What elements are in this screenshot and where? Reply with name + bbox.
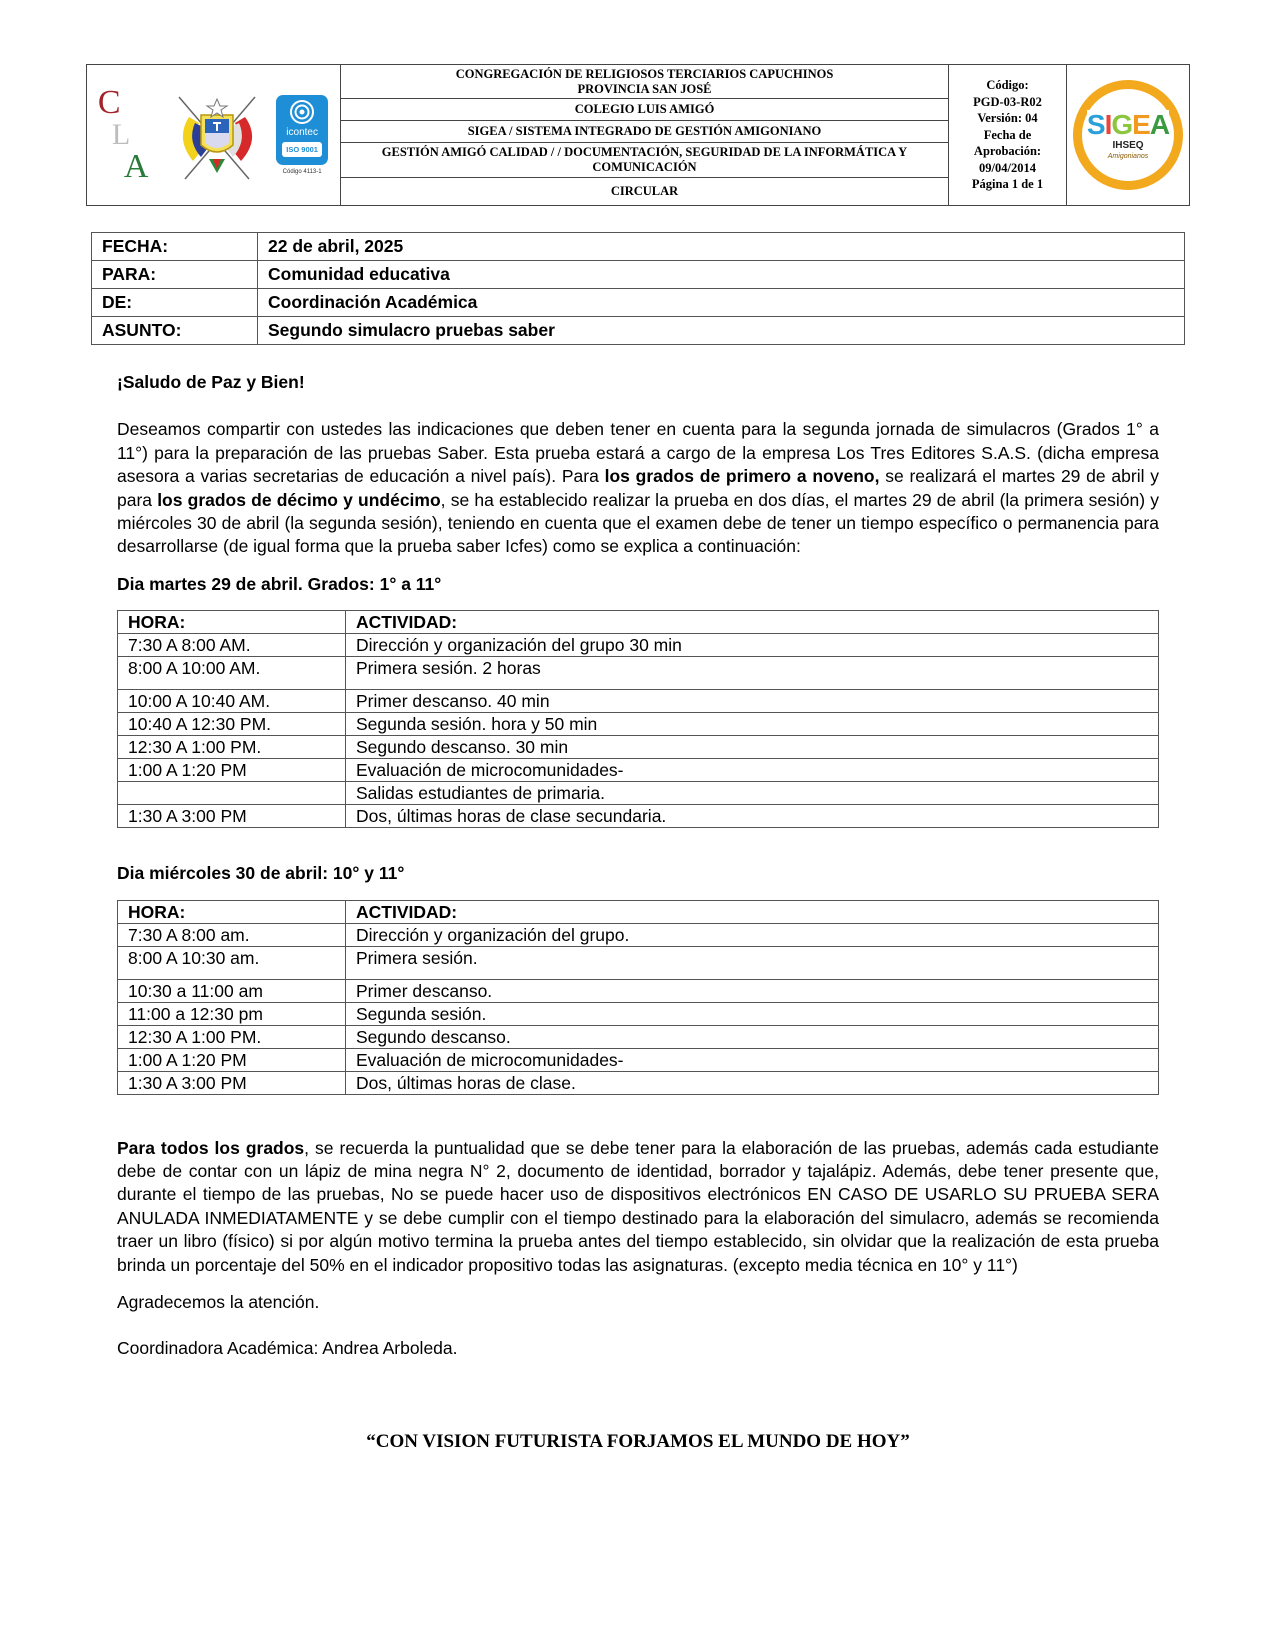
info-key: PARA: [92, 261, 258, 289]
table-row [118, 1071, 1159, 1094]
header-system: SIGEA / SISTEMA INTEGRADO DE GESTIÓN AMIGONIANO [341, 121, 948, 143]
intro-text: Deseamos compartir con ustedes las indicaciones que deben tener en cuenta para la segunda jornada de simulacros (Grados 1° a 11°) para la preparación de las pruebas Saber. Esta prueba estará a cargo de la empresa Los Tres Editores S.A.S. (dicha empresa asesora a varias secretarias de educación a nivel país). Para [117, 419, 1159, 487]
table-header-row [118, 611, 1159, 634]
icontec-iso: ISO 9001 [282, 142, 322, 157]
info-row-date [92, 233, 1185, 261]
cell-hour: 8:00 A 10:00 AM. [118, 657, 346, 690]
header-school: COLEGIO LUIS AMIGÓ [341, 99, 948, 121]
signature-line: Coordinadora Académica: Andrea Arboleda. [117, 1337, 458, 1358]
cell-activity: Dos, últimas horas de clase. [346, 1071, 1159, 1094]
cell-activity: Salidas estudiantes de primaria. [346, 782, 1159, 805]
cell-hour: 10:30 a 11:00 am [118, 979, 346, 1002]
cell-activity: Evaluación de microcomunidades- [346, 1048, 1159, 1071]
info-key: DE: [92, 289, 258, 317]
schedule-table-day2 [117, 900, 1159, 1095]
cell-activity: Primera sesión. [346, 946, 1159, 979]
closing-bold: Para todos los grados [117, 1137, 305, 1158]
cell-hour: 7:30 A 8:00 AM. [118, 634, 346, 657]
cell-hour: 12:30 A 1:00 PM. [118, 1025, 346, 1048]
sigea-letter-a: A [1149, 108, 1170, 140]
day1-heading: Dia martes 29 de abril. Grados: 1° a 11° [117, 573, 442, 594]
document-header [86, 64, 1190, 206]
cell-activity: Primer descanso. [346, 979, 1159, 1002]
footer-motto: “CON VISION FUTURISTA FORJAMOS EL MUNDO DE HOY” [366, 1430, 910, 1452]
cell-hour: 11:00 a 12:30 pm [118, 1002, 346, 1025]
code-value: PGD-03-R02 [973, 94, 1042, 109]
info-value: Coordinación Académica [258, 289, 1185, 317]
sigea-letter-i: I [1104, 108, 1112, 140]
cell-hour: 12:30 A 1:00 PM. [118, 736, 346, 759]
header-doc-type: CIRCULAR [610, 184, 679, 198]
cell-hour: 7:30 A 8:00 am. [118, 923, 346, 946]
closing-text: , se recuerda la puntualidad que se debe tener para la elaboración de las pruebas, además cada estudiante debe de contar con un lápiz de mina negra N° 2, documento de identidad, borrador y tajalápiz. Además, debe tener presente que, durante el tiempo de las pruebas, No se puede hacer uso de dispositivos electrónicos EN CASO DE USARLO SU PRUEBA SERA ANULADA INMEDIATAMENTE y se debe cumplir con el tiempo destinado para la elaboración del simulacro, además se recomienda traer un libro (físico) si por algún motivo termina la prueba antes del tiempo establecido, sin olvidar que la realización de esta prueba brinda un porcentaje del 50% en el indicador propositivo todas las asignaturas. (excepto media técnica en 10° y 11°) [117, 1137, 1159, 1275]
icontec-circle-icon [276, 95, 328, 127]
version: Versión: 04 [977, 111, 1038, 126]
cell-activity: Primer descanso. 40 min [346, 690, 1159, 713]
cell-activity: Segundo descanso. [346, 1025, 1159, 1048]
approval-date: 09/04/2014 [979, 160, 1036, 175]
header-logos [87, 65, 341, 205]
cla-letter-c: C [97, 84, 121, 121]
intro-bold: los grados de décimo y undécimo [157, 489, 441, 510]
table-row [118, 759, 1159, 782]
cla-logo [97, 84, 160, 185]
header-code-block [949, 65, 1067, 205]
cell-activity: Segunda sesión. [346, 1002, 1159, 1025]
table-row [118, 782, 1159, 805]
header-management: GESTIÓN AMIGÓ CALIDAD / / DOCUMENTACIÓN, SEGURIDAD DE LA INFORMÁTICA Y COMUNICACIÓN [341, 143, 948, 178]
cell-activity: Segundo descanso. 30 min [346, 736, 1159, 759]
sigea-sub: IHSEQ [1112, 139, 1144, 151]
table-row [118, 979, 1159, 1002]
info-value: 22 de abril, 2025 [258, 233, 1185, 261]
cell-activity: Primera sesión. 2 horas [346, 657, 1159, 690]
approval-label-2: Aprobación: [973, 144, 1042, 159]
table-row [118, 634, 1159, 657]
page-number: Página 1 de 1 [971, 177, 1044, 192]
cell-activity: Dirección y organización del grupo. [346, 923, 1159, 946]
cell-activity: Evaluación de microcomunidades- [346, 759, 1159, 782]
cell-hour: 1:00 A 1:20 PM [118, 759, 346, 782]
coat-of-arms-icon [169, 87, 265, 183]
column-header-activity: ACTIVIDAD: [346, 611, 1159, 634]
table-row [118, 923, 1159, 946]
cell-hour: 1:30 A 3:00 PM [118, 1071, 346, 1094]
sigea-letter-g: G [1111, 108, 1133, 140]
column-header-activity: ACTIVIDAD: [346, 900, 1159, 923]
table-row [118, 805, 1159, 828]
cell-hour: 1:30 A 3:00 PM [118, 805, 346, 828]
sigea-word [1087, 110, 1169, 140]
cla-letter-l: L [111, 118, 131, 151]
intro-bold: los grados de primero a noveno, [604, 466, 880, 487]
sigea-ring-text: Amigonianos [1107, 152, 1149, 160]
intro-text: , se ha establecido realizar la prueba en dos días, el martes 29 de abril (la primera sesión) y miércoles 30 de abril (la segunda sesión), teniendo en cuenta que el examen debe de tener un tiempo específico o permanencia para desarrollarse (de igual forma que la prueba saber Icfes) como se explica a continuación: [117, 489, 1159, 557]
cell-activity: Dos, últimas horas de clase secundaria. [346, 805, 1159, 828]
cell-hour: 10:00 A 10:40 AM. [118, 690, 346, 713]
table-row [118, 657, 1159, 690]
sigea-logo [1067, 65, 1189, 205]
sigea-letter-s: S [1086, 108, 1105, 140]
table-row [118, 713, 1159, 736]
cell-hour [118, 782, 346, 805]
header-titles [341, 65, 949, 205]
info-key: FECHA: [92, 233, 258, 261]
cell-activity: Segunda sesión. hora y 50 min [346, 713, 1159, 736]
icontec-logo [275, 95, 329, 176]
table-row [118, 1025, 1159, 1048]
table-row [118, 736, 1159, 759]
document-body [0, 232, 1276, 1454]
column-header-hour: HORA: [118, 611, 346, 634]
approval-label-1: Fecha de [983, 127, 1032, 142]
table-row [118, 690, 1159, 713]
day2-heading: Dia miércoles 30 de abril: 10° y 11° [117, 863, 405, 884]
cell-hour: 10:40 A 12:30 PM. [118, 713, 346, 736]
info-key: ASUNTO: [92, 317, 258, 345]
circular-info-table [91, 232, 1185, 345]
cell-hour: 1:00 A 1:20 PM [118, 1048, 346, 1071]
info-value: Comunidad educativa [258, 261, 1185, 289]
sigea-letter-e: E [1132, 108, 1150, 140]
greeting: ¡Saludo de Paz y Bien! [117, 372, 305, 392]
table-row [118, 1002, 1159, 1025]
schedule-table-day1 [117, 610, 1159, 828]
table-header-row [118, 900, 1159, 923]
icontec-code: Código 4113-1 [282, 168, 322, 175]
info-value: Segundo simulacro pruebas saber [258, 317, 1185, 345]
icontec-name: icontec [286, 126, 318, 138]
cell-activity: Dirección y organización del grupo 30 min [346, 634, 1159, 657]
intro-text: se realizará el martes 29 de abril y para [117, 466, 1159, 510]
thanks-line: Agradecemos la atención. [117, 1292, 320, 1313]
closing-paragraph [117, 1137, 1159, 1277]
table-row [118, 1048, 1159, 1071]
info-row-subject [92, 317, 1185, 345]
table-row [118, 946, 1159, 979]
cell-hour: 8:00 A 10:30 am. [118, 946, 346, 979]
column-header-hour: HORA: [118, 900, 346, 923]
info-row-to [92, 261, 1185, 289]
header-congregation: CONGREGACIÓN DE RELIGIOSOS TERCIARIOS CAPUCHINOS PROVINCIA SAN JOSÉ [341, 65, 948, 99]
intro-paragraph [117, 418, 1159, 558]
sigea-ring-icon [1073, 80, 1183, 190]
code-label: Código: [986, 78, 1029, 93]
info-row-from [92, 289, 1185, 317]
cla-letter-a: A [123, 148, 149, 185]
